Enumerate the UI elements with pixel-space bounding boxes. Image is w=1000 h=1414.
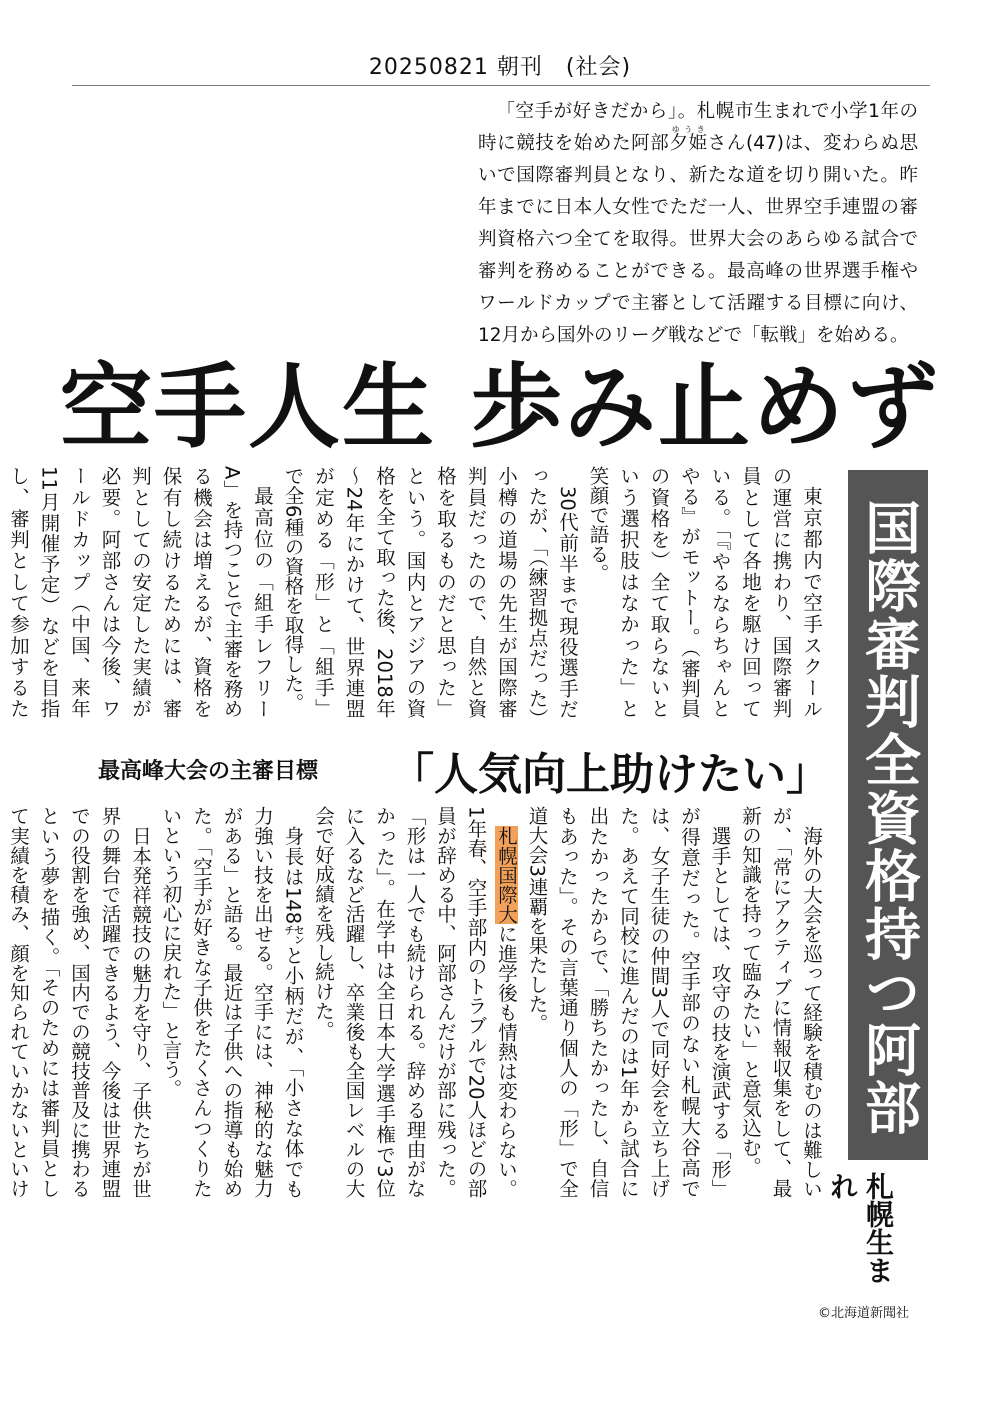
- subheadline: [78, 740, 830, 800]
- copyright-credit: ©北海道新聞社: [818, 1306, 910, 1321]
- article-body-bottom: [7, 806, 826, 1199]
- lead-paragraph: [478, 96, 918, 352]
- sidebar-title: 国際審判全資格持つ阿部さん: [776, 499, 921, 1137]
- body-paragraph: 日本発祥競技の魅力を守り、子供たちが世界の舞台で活躍できるよう、今後は世界連盟での役割を強め、国内での競技普及に携わるという夢を描く。「そのためには審判員として実績を積み、顔を知られていかないといけ: [7, 806, 152, 1198]
- lead-text-1: 「空手が好きだから」。札幌市生まれで小学1年の時に競技を始めた阿部: [478, 101, 918, 154]
- ruby-base: 夕姫: [669, 133, 708, 154]
- lead-text-2: さん(47)は、変わらぬ思いで国際審判員となり、新たな道を切り開いた。昨年までに日本人女性でただ一人、世界空手連盟の審判資格六つ全てを取得。世界大会のあらゆる試合で審判を務めることができる。最高峰の世界選手権やワールドカップで主審として活躍する目標に向け、12月から国外のリーグ戦などで「転戦」を始める。: [478, 133, 918, 346]
- body-text: に進学後も情熱は変わらない。1年春、空手部内のトラブルで20人ほどの部員が辞める中、阿部さんだけが部に残った。「形は一人でも続けられる。辞める理由がなかった」。在学中は全日本大学選手権で3位に入るなど活躍し、卒業後も全国レベルの大会で好成績を残し続けた。: [312, 806, 518, 1199]
- body-paragraph: [308, 806, 522, 1198]
- body-paragraph: 海外の大会を巡って経験を積むのは難しいが、「常にアクティブに情報収集をして、最新の知識を持って臨みたい」と意気込む。: [739, 806, 823, 1198]
- body-paragraph: 最高位の「組手レフリーA」を持つことで主審を務める機会は増えるが、資格を保有し続けるためには、審判としての安定した実績が必要。阿部さんは今後、ワールドカップ（中国、来年11月開催予定）などを目指し、審判として参加するた: [7, 466, 274, 718]
- highlighted-term: 札幌国際大: [495, 825, 518, 924]
- place-label: 札幌生まれ: [826, 1172, 895, 1284]
- article-body-top: [7, 466, 826, 718]
- headline: 空手人生 歩み止めず: [59, 353, 941, 461]
- name-ruby: [669, 125, 708, 154]
- body-paragraph: 東京都内で空手スクールの運営に携わり、国際審判員として各地を駆け回っている。「『やるならちゃんとやる』がモットー。（審判員の資格を）全て取らないという選択肢はなかった」と笑顔で語る。: [586, 466, 823, 718]
- dateline: 20250821 朝刊 (社会): [368, 55, 632, 80]
- ruby-reading: ゆうき: [669, 125, 708, 134]
- subheadline-big: 「人気向上助けたい」: [390, 749, 830, 800]
- body-paragraph: 身長は148㌢と小柄だが、「小さな体でも力強い技を出せる。空手には、神秘的な魅力がある」と語る。最近は子供への指導も始めた。「空手が好きな子供をたくさんつくりたいという初心に戻れた」と言う。: [159, 806, 305, 1198]
- body-paragraph: 30代前半まで現役選手だったが、「（練習拠点だった）小樽の道場の先生が国際審判員だったので、自然と資格を取るものだと思った」という。国内とアジアの資格を全て取った後、2018年～24年にかけて、世界連盟が定める「形」と「組手」で全6種の資格を取得した。: [281, 466, 579, 718]
- body-paragraph: 選手としては、攻守の技を演武する「形」が得意だった。空手部のない札幌大谷高では、女子生徒の仲間3人で同好会を立ち上げた。あえて同校に進んだのは1年から試合に出たかったからで、「勝ちたかったし、自信もあった」。その言葉通り個人の「形」で全道大会3連覇を果たした。: [525, 806, 732, 1198]
- header-rule: [72, 85, 930, 86]
- subheadline-small: 最高峰大会の主審目標: [98, 759, 319, 784]
